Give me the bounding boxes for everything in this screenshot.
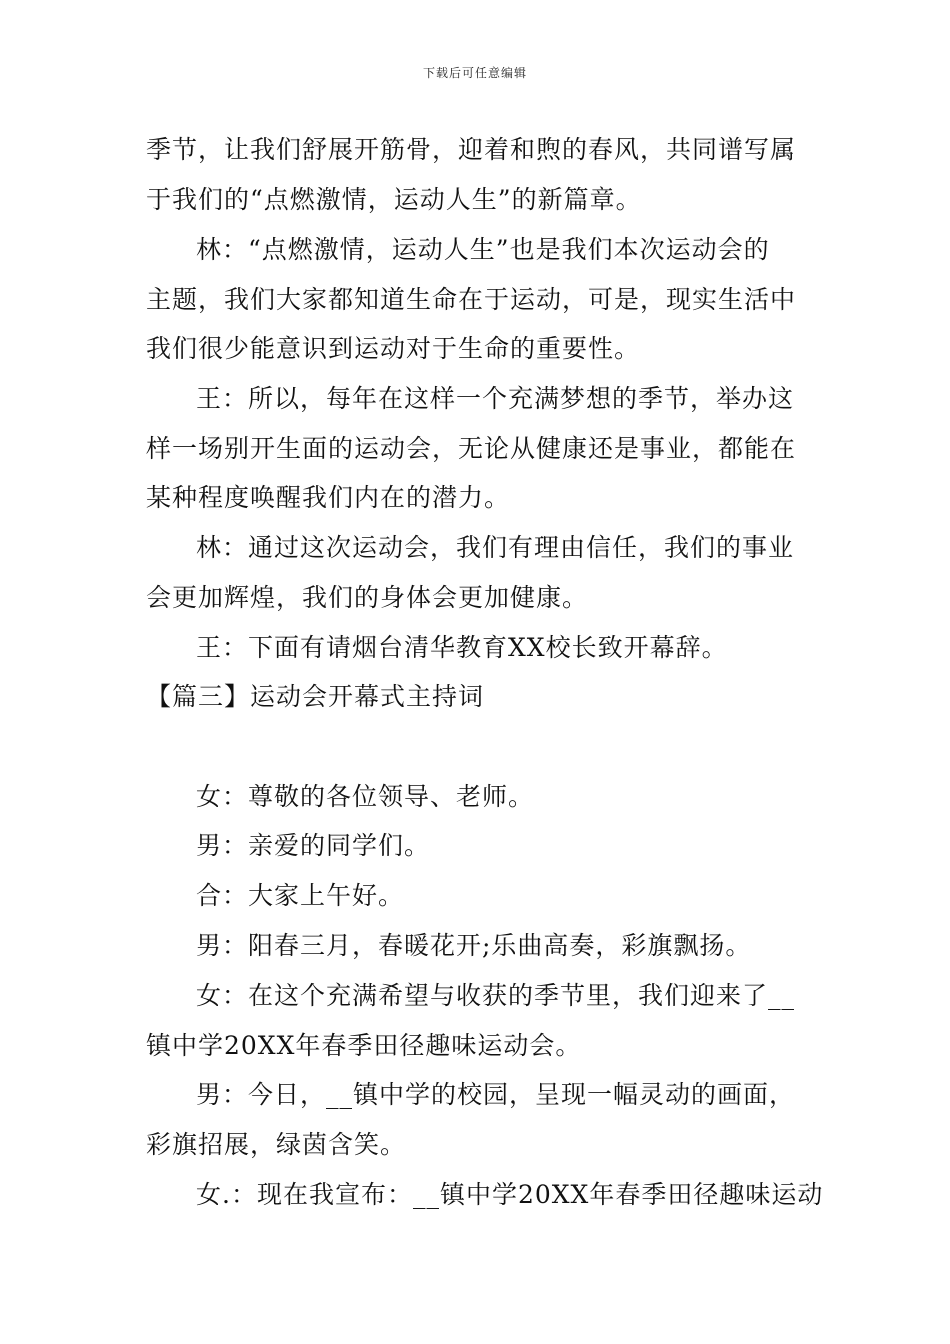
paragraph-line: 某种程度唤醒我们内在的潜力。 — [146, 483, 511, 512]
paragraph-line: 彩旗招展，绿茵含笑。 — [146, 1130, 407, 1159]
paragraph-line: 女.：现在我宣布：__镇中学20XX年春季田径趣味运动 — [196, 1180, 824, 1209]
paragraph-line: 镇中学20XX年春季田径趣味运动会。 — [146, 1031, 582, 1060]
paragraph-line: 样一场别开生面的运动会，无论从健康还是事业，都能在 — [146, 434, 797, 463]
paragraph-line: 于我们的“点燃激情，运动人生”的新篇章。 — [146, 185, 642, 214]
section-heading: 【篇三】运动会开幕式主持词 — [146, 682, 485, 711]
paragraph-line: 会更加辉煌，我们的身体会更加健康。 — [146, 583, 589, 612]
paragraph-line: 季节，让我们舒展开筋骨，迎着和煦的春风，共同谱写属 — [146, 135, 797, 164]
paragraph-line: 合：大家上午好。 — [196, 881, 405, 910]
paragraph-line: 王：下面有请烟台清华教育XX校长致开幕辞。 — [196, 633, 728, 662]
paragraph-line: 女：在这个充满希望与收获的季节里，我们迎来了__ — [196, 981, 796, 1010]
paragraph-line: 林：通过这次运动会，我们有理由信任，我们的事业 — [196, 533, 795, 562]
paragraph-line: 男：阳春三月，春暖花开;乐曲高奏，彩旗飘扬。 — [196, 931, 752, 960]
paragraph-line: 主题，我们大家都知道生命在于运动，可是，现实生活中 — [146, 285, 797, 314]
paragraph-line: 女：尊敬的各位领导、老师。 — [196, 782, 535, 811]
paragraph-line: 林：“点燃激情，运动人生”也是我们本次运动会的 — [196, 235, 770, 264]
paragraph-line: 我们很少能意识到运动对于生命的重要性。 — [146, 334, 641, 363]
paragraph-line: 王：所以，每年在这样一个充满梦想的季节，举办这 — [196, 384, 795, 413]
page-header-watermark: 下载后可任意编辑 — [422, 66, 527, 80]
paragraph-line: 男：今日，__镇中学的校园，呈现一幅灵动的画面， — [196, 1080, 796, 1109]
paragraph-line: 男：亲爱的同学们。 — [196, 831, 431, 860]
